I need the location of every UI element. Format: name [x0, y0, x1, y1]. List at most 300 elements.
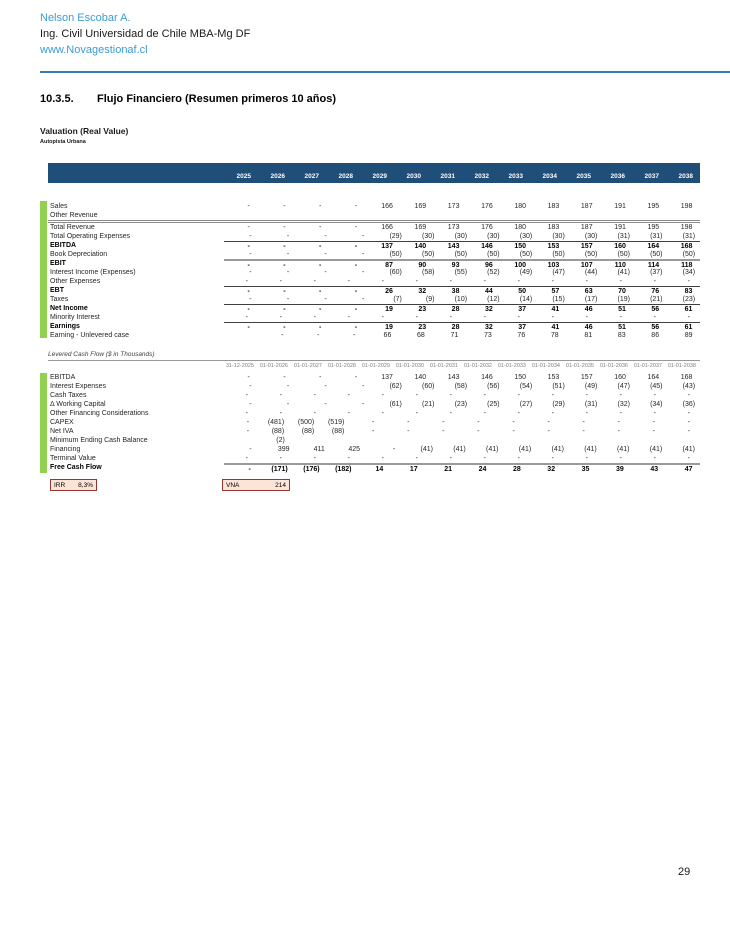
cell-value: 28 — [434, 322, 467, 331]
cell-value: (31) — [617, 233, 630, 240]
cell-value: - — [619, 314, 622, 321]
cell-value: - — [296, 286, 332, 295]
cell-value: - — [687, 314, 690, 321]
cell-value: - — [415, 392, 418, 399]
cell-value: - — [512, 419, 515, 426]
cell-value: 198 — [680, 203, 693, 210]
cell-value: - — [286, 251, 290, 258]
cell-value: - — [283, 203, 286, 210]
cell-value: (56) — [487, 383, 500, 390]
cell-value: (10) — [454, 296, 468, 303]
column-header: 2031 — [440, 173, 455, 180]
row-label: Earning - Unlevered case — [50, 332, 129, 339]
table-row — [48, 304, 700, 313]
cell-value: (50) — [422, 251, 435, 258]
cell-value: - — [347, 278, 350, 285]
cell-value: - — [442, 419, 445, 426]
cell-value: (41) — [649, 446, 663, 453]
cell-value: - — [281, 332, 284, 339]
cell-value: 26 — [367, 286, 400, 295]
cell-value: - — [687, 428, 691, 435]
cell-value: (54) — [519, 383, 533, 390]
cell-value: (519) — [327, 419, 345, 426]
cell-value — [598, 211, 632, 220]
cell-value: 411 — [313, 446, 325, 453]
cell-value: - — [279, 392, 282, 399]
row-label: Book Depreciation — [50, 251, 108, 258]
cell-value: - — [361, 401, 365, 408]
cell-value: - — [547, 428, 550, 435]
cell-value: (30) — [519, 233, 533, 240]
cell-value: 66 — [383, 332, 392, 339]
cell-value: (50) — [519, 251, 533, 258]
column-header: 01-01-2027 — [293, 363, 322, 369]
cell-value — [632, 436, 666, 445]
cell-value: - — [260, 259, 296, 268]
cell-value: 41 — [534, 322, 567, 331]
cell-value: - — [483, 455, 486, 462]
row-label: Total Revenue — [50, 224, 95, 231]
cell-value: (29) — [552, 401, 565, 408]
cell-value: - — [687, 392, 690, 399]
table-row — [48, 202, 700, 211]
cell-value: 169 — [414, 224, 427, 231]
cell-value: - — [296, 259, 332, 268]
cell-value: (41) — [617, 446, 630, 453]
cell-value: (30) — [584, 233, 598, 240]
cell-value: 56 — [633, 304, 666, 313]
cell-value: 23 — [400, 322, 433, 331]
cell-value: (41) — [551, 446, 564, 453]
column-header: 01-01-2034 — [531, 363, 560, 369]
table-row — [48, 259, 700, 268]
cell-value: (21) — [650, 296, 663, 303]
cell-value: (31) — [650, 233, 663, 240]
cell-value: (23) — [454, 401, 468, 408]
cell-value: 83 — [617, 332, 626, 339]
cell-value: (25) — [487, 401, 500, 408]
cell-value: 137 — [381, 374, 393, 381]
row-label: Taxes — [50, 296, 69, 303]
cell-value: 17 — [391, 463, 425, 472]
cell-value: - — [313, 410, 316, 417]
column-header: 2034 — [542, 173, 557, 180]
cell-value: 51 — [600, 304, 633, 313]
cell-value — [564, 211, 598, 220]
cell-value: - — [653, 455, 656, 462]
row-label: CAPEX — [50, 419, 74, 426]
cell-value — [292, 211, 326, 220]
cell-value: - — [331, 259, 367, 268]
cell-value: - — [517, 455, 520, 462]
cell-value: 191 — [614, 224, 626, 231]
cell-value — [666, 436, 700, 445]
column-header: 2030 — [406, 173, 421, 180]
cell-value: - — [245, 392, 248, 399]
cell-value: - — [687, 410, 690, 417]
cell-value — [529, 436, 563, 445]
cashflow-date-header — [48, 363, 700, 369]
cell-value: - — [652, 419, 656, 426]
cell-value: (45) — [650, 383, 663, 390]
cell-value: - — [249, 383, 252, 390]
cell-value: - — [247, 374, 250, 381]
cell-value — [427, 436, 461, 445]
cell-value: (41) — [420, 446, 433, 453]
column-header: 01-01-2026 — [259, 363, 288, 369]
cell-value: - — [353, 332, 356, 339]
table-row — [48, 445, 700, 454]
cell-value — [428, 211, 462, 220]
cell-value: - — [324, 269, 327, 276]
income-table-year-header — [48, 163, 700, 183]
cell-value: 96 — [467, 259, 500, 268]
cell-value: - — [361, 269, 365, 276]
cell-value: 146 — [467, 241, 500, 250]
table-row — [48, 331, 700, 340]
cell-value: - — [617, 419, 620, 426]
income-statement-table — [48, 202, 700, 340]
cell-value: - — [279, 278, 282, 285]
cell-value: 32 — [467, 304, 500, 313]
cell-value: - — [687, 278, 690, 285]
cell-value: - — [477, 419, 480, 426]
row-label: EBITDA — [50, 374, 76, 381]
cell-value: 180 — [514, 203, 527, 210]
table-row — [48, 400, 700, 409]
cell-value: - — [477, 428, 480, 435]
cell-value: - — [247, 203, 250, 210]
table-row — [48, 313, 700, 322]
row-label: Terminal Value — [50, 455, 96, 462]
cell-value: - — [246, 428, 250, 435]
cell-value: (52) — [487, 269, 500, 276]
cell-value: - — [324, 296, 327, 303]
cell-value: (31) — [584, 401, 598, 408]
cell-value: 21 — [425, 463, 459, 472]
cell-value: 169 — [414, 203, 427, 210]
cell-value — [597, 436, 631, 445]
cell-value: - — [619, 392, 622, 399]
cell-value: - — [551, 314, 554, 321]
column-header: 31-12-2025 — [225, 363, 254, 369]
cell-value: 164 — [633, 241, 666, 250]
cell-value: - — [331, 322, 367, 331]
section-heading — [40, 93, 336, 105]
cell-value: 166 — [381, 203, 393, 210]
cell-value: - — [517, 278, 520, 285]
cell-value: - — [361, 383, 365, 390]
header-spacer — [48, 163, 224, 183]
letterhead — [40, 10, 250, 58]
row-label: EBT — [50, 287, 64, 294]
cell-value: - — [224, 304, 260, 313]
cell-value: 399 — [277, 446, 290, 453]
row-label: Interest Income (Expenses) — [50, 269, 136, 276]
cell-value — [462, 211, 496, 220]
cell-value: 191 — [614, 203, 626, 210]
cell-value: - — [324, 383, 327, 390]
vna-box — [222, 479, 290, 491]
cell-value — [632, 211, 666, 220]
cell-value: - — [551, 278, 554, 285]
cell-value: - — [517, 392, 520, 399]
column-header: 01-01-2032 — [463, 363, 492, 369]
table-row — [48, 427, 700, 436]
table-row — [48, 250, 700, 259]
valuation-title: Valuation (Real Value) — [40, 126, 129, 136]
cell-value — [326, 211, 360, 220]
table-row — [48, 211, 700, 220]
cell-value: 44 — [467, 286, 500, 295]
cell-value: - — [249, 446, 252, 453]
cell-value: 168 — [680, 374, 693, 381]
column-header: 2033 — [508, 173, 523, 180]
cell-value: - — [313, 455, 316, 462]
cell-value: (50) — [617, 251, 630, 258]
column-header: 01-01-2035 — [565, 363, 594, 369]
column-header: 01-01-2036 — [599, 363, 628, 369]
cell-value: - — [653, 410, 656, 417]
cell-value: - — [354, 203, 358, 210]
cell-value: - — [279, 314, 282, 321]
cell-value: 87 — [367, 259, 400, 268]
cell-value: 143 — [447, 374, 460, 381]
cell-value: (176) — [293, 463, 325, 472]
cell-value: - — [247, 224, 250, 231]
column-header: 01-01-2030 — [395, 363, 424, 369]
cell-value: - — [619, 455, 622, 462]
table-row — [48, 463, 700, 472]
cell-value: (88) — [301, 428, 315, 435]
column-header: 2028 — [338, 173, 353, 180]
cell-value: - — [551, 392, 554, 399]
cell-value: - — [381, 314, 384, 321]
valuation-subtitle: Autopista Urbana — [40, 139, 86, 145]
cell-value: - — [354, 374, 358, 381]
cell-value: (41) — [453, 446, 466, 453]
irr-label: IRR — [54, 481, 66, 489]
cell-value: - — [249, 233, 252, 240]
cell-value: - — [585, 314, 588, 321]
cell-value: 187 — [580, 203, 593, 210]
cell-value: - — [449, 410, 452, 417]
cell-value: 137 — [367, 241, 400, 250]
cell-value — [495, 436, 529, 445]
cell-value: - — [324, 233, 327, 240]
table-row — [48, 418, 700, 427]
cell-value: 83 — [667, 286, 700, 295]
cell-value: - — [361, 296, 365, 303]
cell-value: 50 — [500, 286, 533, 295]
cell-value: - — [260, 322, 296, 331]
cell-value — [392, 436, 426, 445]
cell-value: 76 — [517, 332, 526, 339]
cell-value — [290, 436, 324, 445]
column-header: 01-01-2033 — [497, 363, 526, 369]
row-label: Cash Taxes — [50, 392, 87, 399]
cell-value: 150 — [514, 374, 527, 381]
cell-value: - — [585, 410, 588, 417]
cell-value: (12) — [487, 296, 500, 303]
cell-value: - — [585, 455, 588, 462]
cell-value: 24 — [460, 463, 494, 472]
cell-value: (50) — [682, 251, 696, 258]
cell-value: 140 — [414, 374, 427, 381]
column-header: 01-01-2028 — [327, 363, 356, 369]
cell-value: (41) — [518, 446, 532, 453]
cell-value: (15) — [552, 296, 565, 303]
row-label: Other Revenue — [50, 212, 98, 219]
cell-value — [224, 211, 258, 220]
table-row — [48, 436, 700, 445]
row-label: Other Expenses — [50, 278, 101, 285]
cell-value: (19) — [617, 296, 630, 303]
website-link[interactable]: www.Novagestionaf.cl — [40, 44, 148, 56]
cell-value: - — [449, 278, 452, 285]
row-label: Minimum Ending Cash Balance — [50, 437, 148, 444]
cell-value: 89 — [684, 332, 693, 339]
column-header: 2037 — [644, 173, 659, 180]
cell-value: - — [653, 314, 656, 321]
cell-value: - — [286, 383, 290, 390]
cashflow-title: Levered Cash Flow ($ in Thousands) — [48, 351, 700, 361]
cell-value: 46 — [567, 304, 600, 313]
cell-value: - — [324, 401, 327, 408]
cell-value: (30) — [454, 233, 468, 240]
cell-value: - — [547, 419, 550, 426]
cell-value: - — [260, 241, 296, 250]
cell-value: - — [224, 241, 260, 250]
cell-value: (55) — [454, 269, 468, 276]
cell-value: - — [483, 410, 486, 417]
cell-value: - — [687, 455, 690, 462]
cell-value: - — [653, 278, 656, 285]
cell-value: (171) — [261, 463, 293, 472]
cell-value: (47) — [617, 383, 630, 390]
cell-value: - — [512, 428, 515, 435]
cell-value: - — [249, 296, 252, 303]
cell-value: 68 — [417, 332, 425, 339]
cell-value: - — [245, 410, 248, 417]
cell-value: 114 — [633, 259, 666, 268]
cell-value: 118 — [667, 259, 700, 268]
green-accent-bar — [40, 373, 47, 473]
cell-value: 70 — [600, 286, 633, 295]
cell-value: - — [381, 410, 384, 417]
cell-value: 173 — [447, 203, 460, 210]
cell-value: (14) — [519, 296, 533, 303]
column-header: 01-01-2029 — [361, 363, 390, 369]
cell-value: - — [331, 286, 367, 295]
green-accent-bar — [40, 201, 47, 338]
cell-value: 173 — [447, 224, 460, 231]
table-row — [48, 277, 700, 286]
cell-value: (50) — [454, 251, 468, 258]
cell-value: (47) — [552, 269, 565, 276]
cell-value: 78 — [550, 332, 559, 339]
column-header: 2025 — [236, 173, 251, 180]
cell-value: 153 — [534, 241, 567, 250]
cell-value: - — [319, 374, 322, 381]
cell-value: 23 — [400, 304, 433, 313]
cell-value: (21) — [422, 401, 435, 408]
cell-value: - — [331, 241, 367, 250]
cell-value: - — [224, 463, 261, 472]
cell-value: 37 — [500, 322, 533, 331]
cell-value: - — [286, 296, 290, 303]
cell-value: 176 — [481, 203, 493, 210]
cell-value: (41) — [617, 269, 630, 276]
column-header: 2026 — [270, 173, 285, 180]
cell-value: 146 — [481, 374, 493, 381]
cell-value: 32 — [528, 463, 562, 472]
cell-value: - — [279, 410, 282, 417]
cell-value — [530, 211, 564, 220]
cell-value: 35 — [563, 463, 597, 472]
cell-value: - — [317, 332, 320, 339]
cell-value: - — [652, 428, 656, 435]
cell-value: 43 — [631, 463, 665, 472]
table-row — [48, 382, 700, 391]
cell-value: (37) — [650, 269, 663, 276]
cell-value: 150 — [500, 241, 533, 250]
cell-value: 93 — [434, 259, 467, 268]
cell-value — [496, 211, 530, 220]
cell-value: - — [551, 455, 554, 462]
cell-value: - — [582, 419, 585, 426]
cell-value: - — [319, 203, 322, 210]
cell-value: (30) — [552, 233, 565, 240]
column-header: 01-01-2037 — [633, 363, 662, 369]
cell-value: - — [381, 278, 384, 285]
cell-value: - — [313, 314, 316, 321]
cell-value: - — [372, 428, 375, 435]
cell-value: (500) — [297, 419, 315, 426]
cell-value: - — [296, 304, 332, 313]
cell-value: (481) — [267, 419, 285, 426]
cell-value: 164 — [647, 374, 660, 381]
cell-value: (50) — [552, 251, 565, 258]
cell-value: 73 — [483, 332, 492, 339]
cell-value: 195 — [647, 224, 660, 231]
cell-value: 168 — [667, 241, 700, 250]
cell-value: 140 — [400, 241, 433, 250]
cell-value — [563, 436, 597, 445]
table-row — [48, 391, 700, 400]
cell-value: - — [313, 278, 316, 285]
cell-value — [324, 436, 358, 445]
cell-value: - — [449, 455, 452, 462]
cell-value — [461, 436, 495, 445]
cell-value: 81 — [584, 332, 593, 339]
table-row — [48, 409, 700, 418]
cell-value: 100 — [500, 259, 533, 268]
header-divider — [40, 71, 730, 73]
cell-value: 198 — [680, 224, 693, 231]
cell-value: 195 — [647, 203, 660, 210]
cell-value: (50) — [584, 251, 598, 258]
column-header: 2036 — [610, 173, 625, 180]
table-row — [48, 241, 700, 250]
table-row — [48, 454, 700, 463]
cell-value: - — [319, 224, 322, 231]
row-label: Sales — [50, 203, 68, 210]
table-row — [48, 322, 700, 331]
cell-value: 32 — [400, 286, 433, 295]
cell-value: (9) — [425, 296, 435, 303]
column-header: 2029 — [372, 173, 387, 180]
